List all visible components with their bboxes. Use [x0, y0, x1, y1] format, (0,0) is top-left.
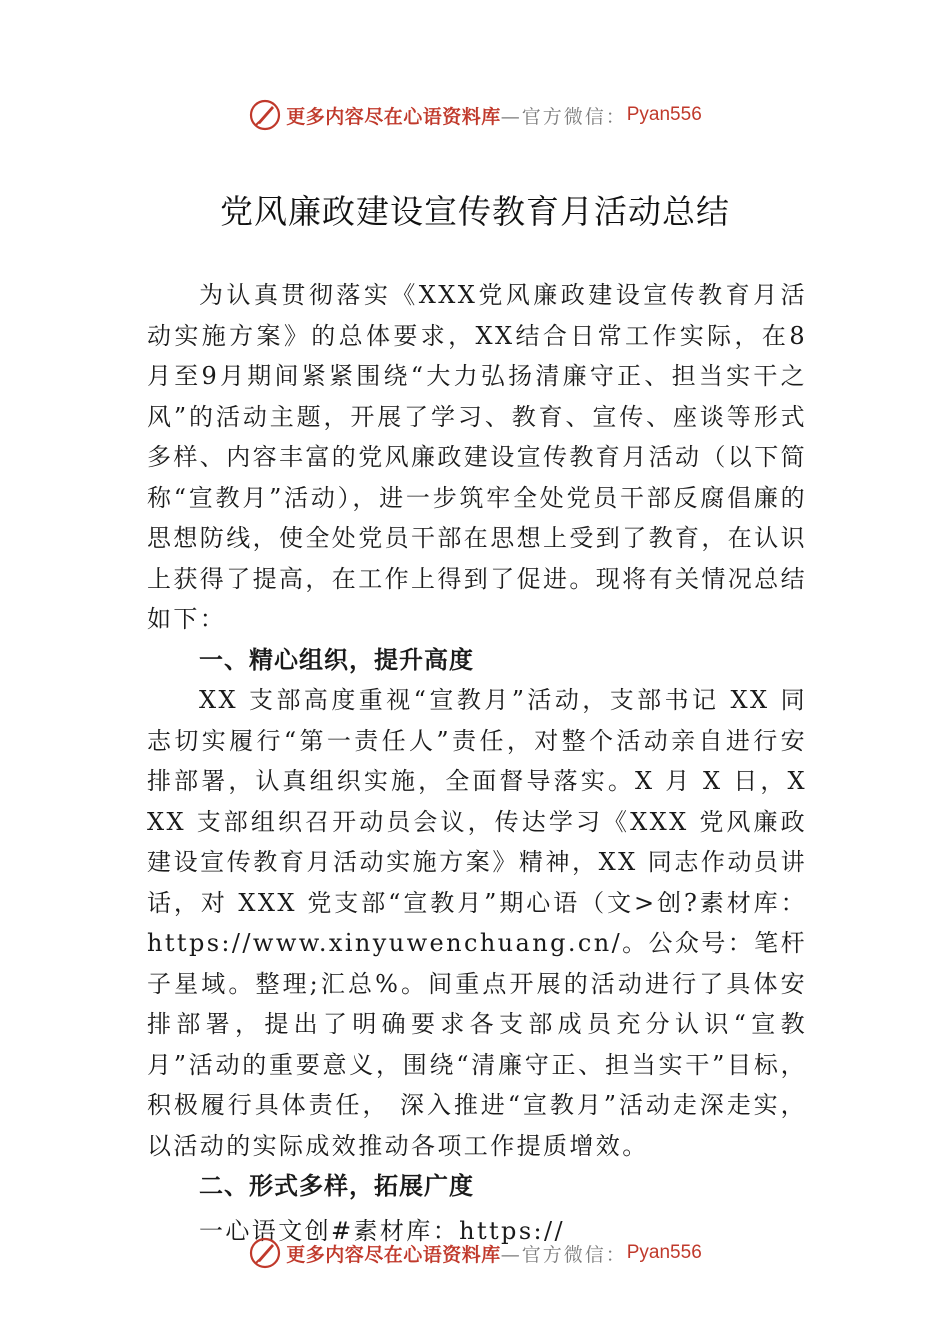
- banner-slogan: 更多内容尽在心语资料库: [286, 1243, 501, 1266]
- banner-wechat-label: —官方微信：: [500, 105, 627, 128]
- banner-slogan: 更多内容尽在心语资料库: [286, 105, 501, 128]
- section-1-paragraph: XX 支部高度重视“宣教月”活动，支部书记 XX 同志切实履行“第一责任人”责任，对整个活动亲自进行安排部署，认真组织实施，全面督导落实。X 月 X 日，XXX 支部组织召开动员会议，传达学习《XXX 党风廉政建设宣传教育月活动实施方案》精神，XX 同志作动员讲话，对 XXX 党支部“宣教月”期心语（文>创?素材库：https://www.xinyuwenchuang.cn/。公众号：笔杆子星域。整理;汇总%。间重点开展的活动进行了具体安排部署，提出了明确要求各支部成员充分认识“宣教月”活动的重要意义，围绕“清廉守正、担当实干”目标，积极履行具体责任， 深入推进“宣教月”活动走深走实，以活动的实际成效推动各项工作提质增效。: [147, 686, 807, 1160]
- intro-paragraph: 为认真贯彻落实《XXX党风廉政建设宣传教育月活动实施方案》的总体要求，XX结合日常工作实际，在8月至9月期间紧紧围绕“大力弘扬清廉守正、担当实干之风”的活动主题，开展了学习、教育、宣传、座谈等形式多样、内容丰富的党风廉政建设宣传教育月活动（以下简称“宣教月”活动），进一步筑牢全处党员干部反腐倡廉的思想防线，使全处党员干部在思想上受到了教育，在认识上获得了提高，在工作上得到了促进。现将有关情况总结如下：: [147, 281, 807, 633]
- header-banner: [0, 95, 950, 135]
- document-body: [147, 275, 807, 1251]
- section-2-paragraph: 一心语文创#素材库：https://: [199, 1216, 565, 1245]
- banner-wechat-id: Pyan556: [626, 1242, 702, 1263]
- quill-logo-icon: [248, 98, 282, 132]
- banner-wechat-label: —官方微信：: [500, 1243, 627, 1266]
- section-heading-2: 二、形式多样，拓展广度: [199, 1172, 474, 1200]
- quill-logo-icon: [248, 1236, 282, 1270]
- document-title: 党风廉政建设宣传教育月活动总结: [220, 192, 730, 231]
- section-heading-1: 一、精心组织，提升高度: [199, 645, 474, 674]
- banner-wechat-id: Pyan556: [626, 104, 702, 125]
- footer-banner: [0, 1233, 950, 1273]
